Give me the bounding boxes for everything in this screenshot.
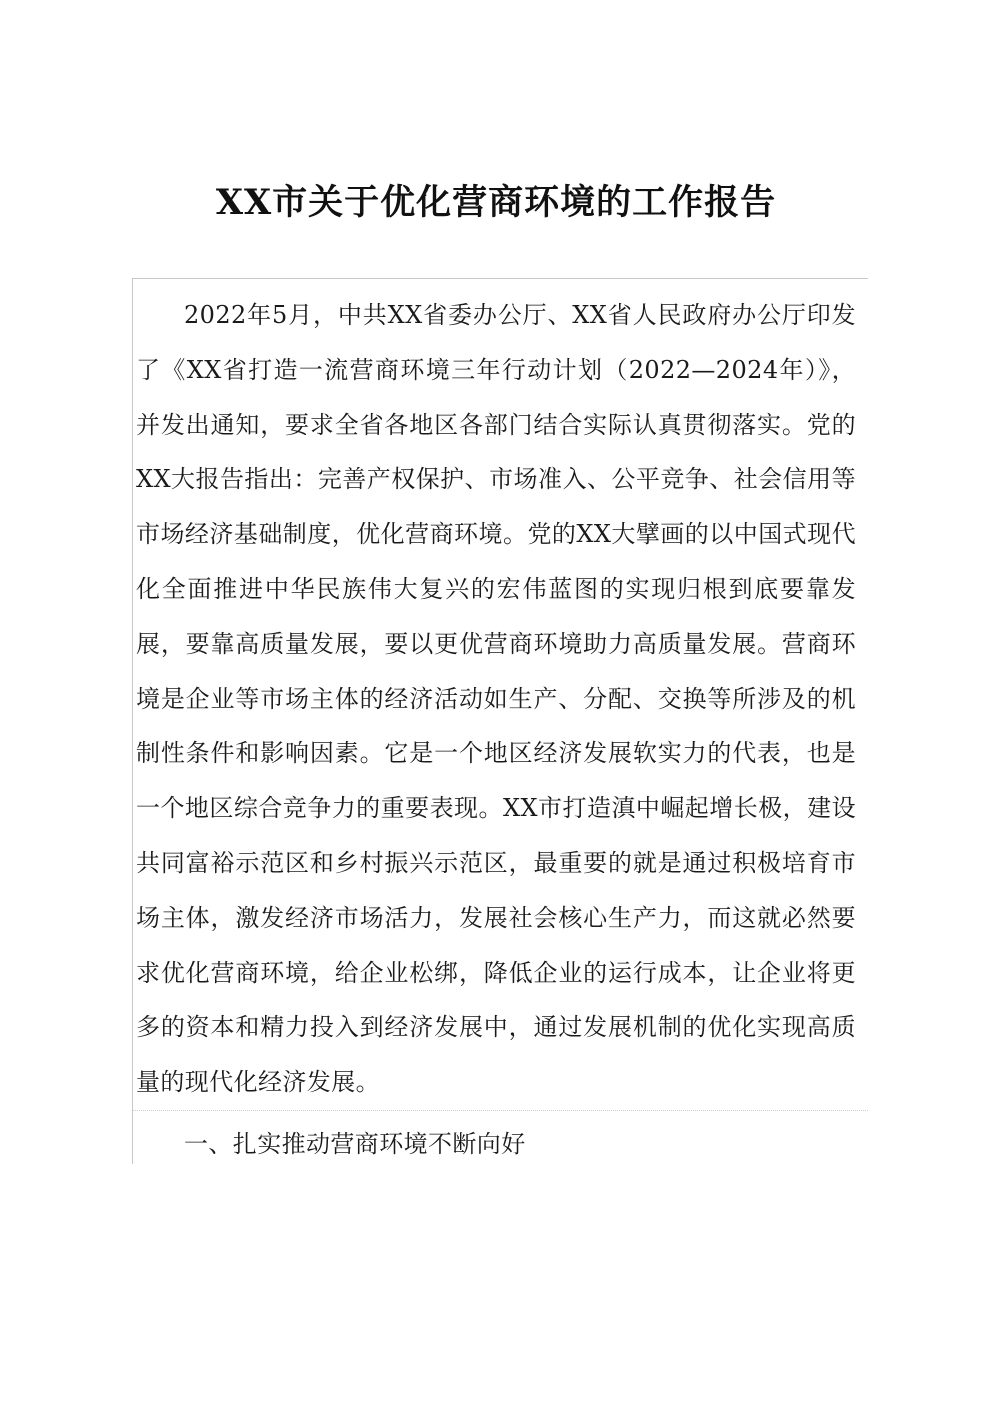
body-paragraph: 2022年5月，中共XX省委办公厅、XX省人民政府办公厅印发了《XX省打造一流营商环境三年行动计划（2022—2024年）》，并发出通知，要求全省各地区各部门结合实际认真贯彻落实。党的XX大报告指出：完善产权保护、市场准入、公平竞争、社会信用等市场经济基础制度，优化营商环境。党的XX大擘画的以中国式现代化全面推进中华民族伟大复兴的宏伟蓝图的实现归根到底要靠发展，要靠高质量发展，要以更优营商环境助力高质量发展。营商环境是企业等市场主体的经济活动如生产、分配、交换等所涉及的机制性条件和影响因素。它是一个地区经济发展软实力的代表，也是一个地区综合竞争力的重要表现。XX市打造滇中崛起增长极，建设共同富裕示范区和乡村振兴示范区，最重要的就是通过积极培育市场主体，激发经济市场活力，发展社会核心生产力，而这就必然要求优化营商环境，给企业松绑，降低企业的运行成本，让企业将更多的资本和精力投入到经济发展中，通过发展机制的优化实现高质量的现代化经济发展。 xyxy=(136,301,856,1097)
margin-guide-left xyxy=(132,278,133,1164)
document-title: XX市关于优化营商环境的工作报告 xyxy=(215,182,777,223)
margin-guide-top xyxy=(133,278,868,279)
margin-guide-divider xyxy=(133,1110,868,1111)
section-heading: 一、扎实推动营商环境不断向好 xyxy=(184,1130,526,1158)
